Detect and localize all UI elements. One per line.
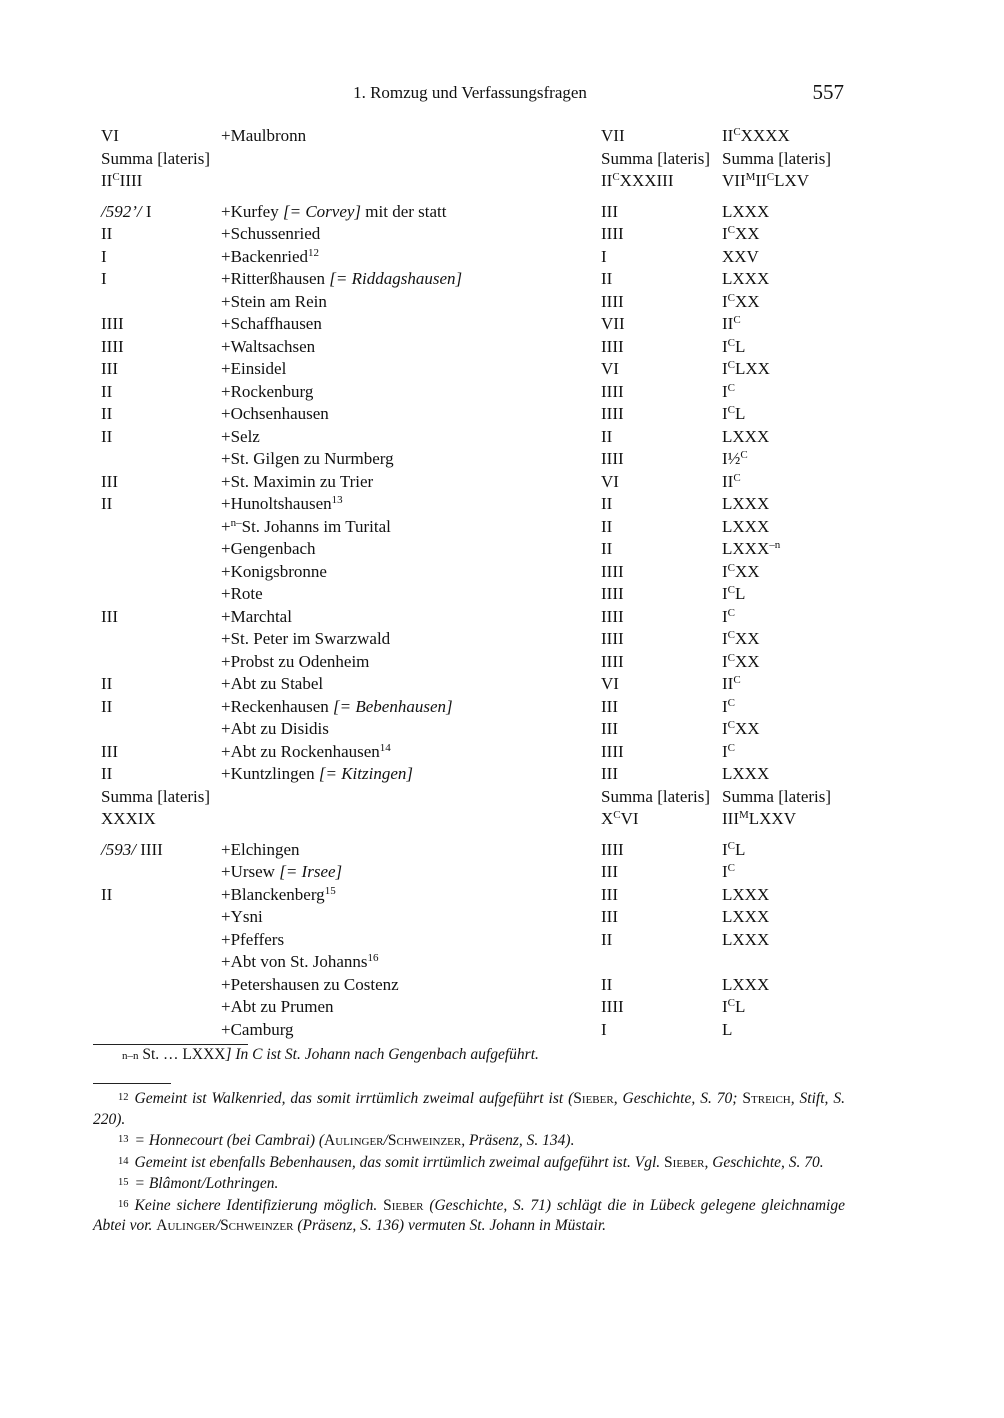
footnote (93, 1195, 845, 1237)
table-row (101, 313, 861, 336)
col-count: III (101, 741, 118, 761)
col-count: VI (101, 126, 119, 145)
col-count: II (101, 884, 113, 904)
col-name: +Rote (221, 584, 263, 603)
footnote-number: 15 (118, 1177, 129, 1188)
footnote-text: , Geschichte, S. 70. (704, 1153, 824, 1171)
table-row (101, 493, 861, 516)
col-name: +St. Maximin zu Trier (221, 471, 374, 491)
table-row (101, 951, 861, 974)
table-row (101, 696, 861, 719)
col-count: I (101, 246, 107, 266)
footnote-rule (93, 1083, 171, 1084)
col-horse: II (601, 494, 613, 513)
table-row (101, 583, 861, 606)
footnote (93, 1088, 845, 1130)
table-row (101, 516, 861, 539)
col-horse: I (601, 1019, 607, 1039)
col-name: +Kuntzlingen [= Kitzingen] (221, 764, 413, 783)
col-foot: $I^CXX$ (722, 291, 760, 311)
col-foot: LXXX (722, 907, 770, 926)
table-row (101, 403, 861, 426)
footnote-text: (Geschichte, S. 71) schlägt die in Lübeck gelegene gleichnamige Abtei vor. (93, 1196, 845, 1234)
col-horse: II (601, 929, 613, 949)
col-name: +Gengenbach (221, 539, 316, 558)
apparatus-rule (93, 1044, 248, 1045)
col-name: +Ysni (221, 907, 263, 926)
table-row (101, 861, 861, 884)
col-count: XXXIX (101, 809, 156, 828)
table-row (101, 763, 861, 786)
table-row (101, 996, 861, 1019)
apparatus-lemma: St. … LXXX (142, 1046, 226, 1063)
col-name: +Ochsenhausen (221, 404, 329, 423)
col-horse: III (601, 907, 618, 926)
col-name: +St. Peter im Swarzwald (221, 629, 391, 648)
author-name: Schweinzer (220, 1217, 294, 1234)
footnote-text: = Blâmont/Lothringen. (134, 1175, 279, 1192)
col-foot: $II^C$ (722, 471, 741, 491)
col-horse: II (601, 269, 613, 288)
col-foot: $I^CL$ (722, 997, 746, 1016)
footnote-text: / (383, 1132, 388, 1149)
footnote (93, 1130, 845, 1152)
col-count: $II^CIIII$ (101, 171, 143, 190)
col-horse: IIII (601, 651, 624, 671)
col-count: II (101, 764, 113, 783)
author-name: Aulinger (156, 1217, 216, 1234)
footnote-text: Keine sichere Identifizierung möglich. (134, 1196, 384, 1214)
col-horse: IIII (601, 997, 624, 1016)
col-horse: $X^CVI$ (601, 809, 639, 828)
col-foot: $I^C$ (722, 606, 736, 626)
footnote-text: , Präsenz, S. 134). (461, 1132, 575, 1149)
col-name: +Maulbronn (221, 126, 307, 145)
apparatus-key: n–n (122, 1050, 139, 1062)
col-foot: LXXX (722, 974, 770, 994)
col-foot: $I^CL$ (722, 404, 746, 423)
col-horse: VII (601, 126, 625, 145)
col-count: II (101, 381, 113, 401)
author-name: Sieber (573, 1090, 614, 1107)
col-horse: IIII (601, 291, 624, 311)
col-horse: IIII (601, 584, 624, 603)
col-horse: IIII (601, 606, 624, 626)
col-horse: Summa [lateris] (601, 148, 711, 168)
table-row (101, 1019, 861, 1042)
col-foot: $II^C$ (722, 314, 741, 333)
table-row (101, 125, 861, 148)
author-name: Streich (742, 1090, 791, 1107)
col-name: +Hunoltshausen$^{13}$ (221, 494, 343, 513)
footnote-text: (Präsenz, S. 136) vermuten St. Johann in Müstair. (293, 1217, 607, 1234)
editorial-gloss: [= Corvey] (282, 201, 362, 221)
col-foot: LXXX (722, 201, 770, 221)
col-name: +$^{n-}$St. Johanns im Turital (221, 516, 391, 536)
table-row (101, 538, 861, 561)
table-row (101, 808, 861, 831)
col-horse: VI (601, 674, 619, 693)
col-name: +Ritterßhausen [= Riddagshausen] (221, 269, 463, 288)
col-count: III (101, 471, 118, 491)
col-horse: VI (601, 471, 619, 491)
col-horse: VI (601, 359, 619, 378)
editorial-gloss: [= Kitzingen] (318, 764, 413, 783)
col-count: II (101, 494, 113, 513)
table-row (101, 246, 861, 269)
page-number: 557 (812, 80, 844, 104)
col-name: +Blanckenberg$^{15}$ (221, 884, 336, 904)
col-name: +Konigsbronne (221, 561, 327, 581)
col-foot: LXXX (722, 516, 770, 536)
table-row (101, 448, 861, 471)
col-name: +Abt von St. Johanns$^{16}$ (221, 952, 379, 971)
col-name: +Abt zu Disidis (221, 719, 329, 738)
col-horse: IIII (601, 336, 624, 356)
col-horse: IIII (601, 224, 624, 243)
col-foot: $I^CXX$ (722, 719, 760, 738)
table-row (101, 336, 861, 359)
col-horse: III (601, 764, 618, 783)
col-horse: IIII (601, 629, 624, 648)
col-name: +Backenried$^{12}$ (221, 246, 319, 266)
table-row (101, 786, 861, 809)
apparatus-text: ] In C ist St. Johann nach Gengenbach aufgeführt. (225, 1046, 539, 1063)
col-count: III (101, 359, 118, 378)
table-row (101, 358, 861, 381)
col-name: +St. Gilgen zu Nurmberg (221, 449, 394, 468)
col-horse: III (601, 201, 618, 221)
col-count: Summa [lateris] (101, 148, 211, 168)
col-foot: $I^CXX$ (722, 224, 760, 243)
col-count: II (101, 696, 113, 716)
col-foot: $I^C$ (722, 741, 736, 761)
col-horse: Summa [lateris] (601, 786, 711, 806)
table-row (101, 628, 861, 651)
footnote-text: , Stift, S. 220). (93, 1090, 845, 1128)
col-name: +Abt zu Rockenhausen$^{14}$ (221, 741, 391, 761)
col-foot: $I^CXX$ (722, 629, 760, 648)
col-horse: III (601, 696, 618, 716)
col-horse: II (601, 516, 613, 536)
col-name: +Abt zu Prumen (221, 997, 334, 1016)
col-count: /593/ IIII (101, 839, 163, 859)
col-name: +Elchingen (221, 839, 300, 859)
col-foot: I½$^C$ (722, 449, 748, 468)
col-count: III (101, 606, 118, 626)
editorial-gloss: [= Bebenhausen] (333, 696, 453, 716)
author-name: Sieber (664, 1153, 705, 1171)
col-name: +Reckenhausen [= Bebenhausen] (221, 696, 453, 716)
table-row (101, 673, 861, 696)
editorial-gloss: [= Riddagshausen] (329, 269, 463, 288)
header-title: 1. Romzug und Verfassungsfragen (353, 83, 587, 102)
folio-marker: /593/ (101, 839, 136, 859)
table-row (101, 170, 861, 193)
table-row (101, 426, 861, 449)
col-foot: $I^C$ (722, 862, 736, 881)
col-foot: $I^C$ (722, 381, 736, 401)
table-row (101, 291, 861, 314)
footnote-number: 14 (118, 1155, 129, 1167)
footnote-text: = Honnecourt (bei Cambrai) ( (134, 1132, 325, 1149)
col-count: IIII (101, 314, 124, 333)
col-name: +Schaffhausen (221, 314, 322, 333)
footnote-number: 16 (118, 1198, 129, 1210)
footnote (93, 1173, 845, 1195)
table-row (101, 974, 861, 997)
col-foot: $LXXX^{-n}$ (722, 539, 781, 558)
col-name: +Camburg (221, 1019, 294, 1039)
table-row (101, 148, 861, 171)
footnote-number: 13 (118, 1134, 129, 1145)
col-name: +Schussenried (221, 224, 321, 243)
col-horse: $II^CXXXIII$ (601, 171, 674, 190)
col-horse: II (601, 974, 613, 994)
col-count: II (101, 674, 113, 693)
table-row (101, 381, 861, 404)
col-name: +Ursew [= Irsee] (221, 862, 343, 881)
col-foot: $I^CL$ (722, 584, 746, 603)
col-horse: IIII (601, 381, 624, 401)
col-count: I (101, 269, 107, 288)
col-foot: LXXX (722, 426, 770, 446)
col-name: +Petershausen zu Costenz (221, 974, 399, 994)
col-name: +Stein am Rein (221, 291, 327, 311)
table-row (101, 606, 861, 629)
col-horse: IIII (601, 561, 624, 581)
col-horse: I (601, 246, 607, 266)
col-foot: LXXX (722, 764, 770, 783)
author-name: Sieber (383, 1196, 424, 1214)
folio-marker: /592’/ (101, 201, 142, 221)
footnote-number: 12 (118, 1092, 129, 1103)
col-foot: $II^CXXXX$ (722, 126, 790, 145)
col-horse: III (601, 719, 618, 738)
table-row (101, 718, 861, 741)
col-name: +Einsidel (221, 359, 287, 378)
table-row (101, 223, 861, 246)
col-name: +Probst zu Odenheim (221, 651, 370, 671)
footnote-text: , Geschichte, S. 70; (613, 1090, 743, 1107)
author-name: Schweinzer (387, 1132, 462, 1149)
table-row (101, 268, 861, 291)
col-horse: II (601, 539, 613, 558)
col-foot: XXV (722, 246, 759, 266)
col-foot: $VII^MII^CLXV$ (722, 171, 810, 190)
col-count: IIII (101, 336, 124, 356)
table-row (101, 651, 861, 674)
footnote-text: / (215, 1217, 221, 1234)
col-name: +Marchtal (221, 606, 292, 626)
apparatus-note (122, 1046, 539, 1064)
table-row (101, 884, 861, 907)
col-count: II (101, 224, 113, 243)
col-foot: $II^C$ (722, 674, 741, 693)
footnote (93, 1152, 845, 1174)
col-foot: $I^CL$ (722, 336, 746, 356)
col-foot: $I^CL$ (722, 839, 746, 859)
table-row (101, 906, 861, 929)
col-name: +Waltsachsen (221, 336, 316, 356)
footnote-text: Gemeint ist ebenfalls Bebenhausen, das somit irrtümlich zweimal aufgeführt ist. Vgl. (134, 1153, 665, 1171)
col-horse: IIII (601, 449, 624, 468)
table-row (101, 561, 861, 584)
col-horse: VII (601, 314, 625, 333)
author-name: Aulinger (324, 1132, 384, 1149)
col-foot: LXXX (722, 494, 770, 513)
col-name: +Pfeffers (221, 929, 285, 949)
col-foot: $I^CLXX$ (722, 359, 770, 378)
col-horse: IIII (601, 839, 624, 859)
col-horse: II (601, 426, 613, 446)
editorial-gloss: [= Irsee] (279, 862, 343, 881)
col-count: Summa [lateris] (101, 786, 211, 806)
footnote-text: Gemeint ist Walkenried, das somit irrtümlich zweimal aufgeführt ist ( (134, 1090, 574, 1107)
col-horse: III (601, 884, 618, 904)
col-foot: $I^CXX$ (722, 561, 760, 581)
col-foot: LXXX (722, 884, 770, 904)
table-row (101, 201, 861, 224)
col-foot: LXXX (722, 269, 770, 288)
col-name: +Kurfey [= Corvey] mit der statt (221, 201, 447, 221)
col-foot: $I^CXX$ (722, 651, 760, 671)
register-table (101, 125, 861, 1041)
footnotes (93, 1088, 845, 1237)
col-foot: $III^MLXXV$ (722, 809, 796, 828)
col-foot: $I^C$ (722, 696, 736, 716)
col-foot: LXXX (722, 929, 770, 949)
col-horse: III (601, 862, 618, 881)
table-row (101, 839, 861, 862)
table-row (101, 929, 861, 952)
col-count: II (101, 426, 113, 446)
col-foot: Summa [lateris] (722, 148, 832, 168)
col-horse: IIII (601, 741, 624, 761)
col-foot: Summa [lateris] (722, 786, 832, 806)
col-count: /592’/ I (101, 201, 152, 221)
col-name: +Rockenburg (221, 381, 314, 401)
col-foot: L (722, 1019, 733, 1039)
col-name: +Abt zu Stabel (221, 674, 324, 693)
table-row (101, 741, 861, 764)
col-horse: IIII (601, 404, 624, 423)
col-count: II (101, 404, 113, 423)
col-name: +Selz (221, 426, 260, 446)
table-row (101, 471, 861, 494)
